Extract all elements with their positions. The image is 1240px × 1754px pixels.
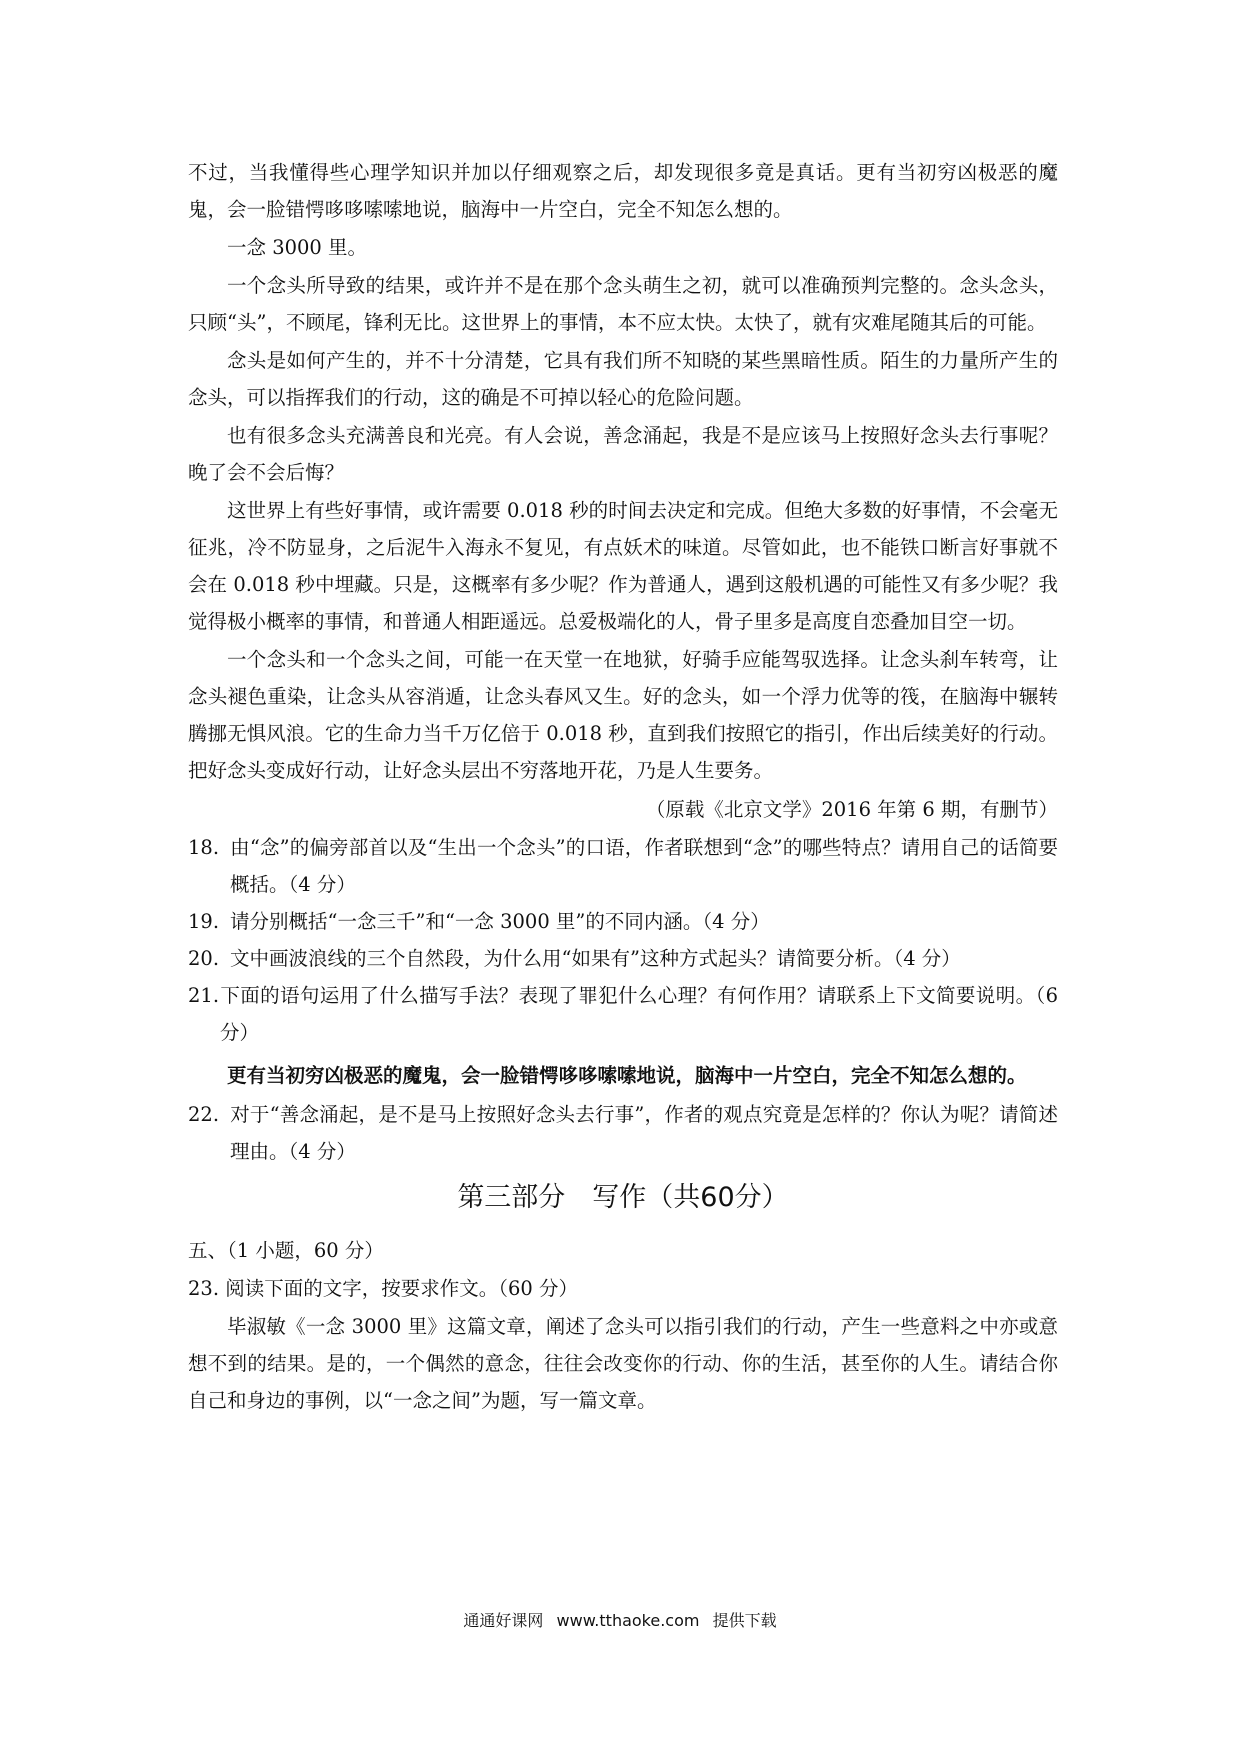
page-content <box>188 154 1058 1420</box>
paragraph-3: 一个念头所导致的结果，或许并不是在那个念头萌生之初，就可以准确预判完整的。念头念头，只顾“头”，不顾尾，锋利无比。这世界上的事情，本不应太快。太快了，就有灾难尾随其后的可能。 <box>188 274 1058 334</box>
question-number: 22. <box>188 1103 220 1126</box>
paragraph-7: 一个念头和一个念头之间，可能一在天堂一在地狱，好骑手应能驾驭选择。让念头刹车转弯，让念头褪色重染，让念头从容消遁，让念头春风又生。好的念头，如一个浮力优等的筏，在脑海中辗转腾挪无惧风浪。它的生命力当千万亿倍于 0.018 秒，直到我们按照它的指引，作出后续美好的行动。把好念头变成好行动，让好念头层出不穷落地开花，乃是人生要务。 <box>188 648 1058 782</box>
paragraph-2: 一念 3000 里。 <box>227 236 368 259</box>
paragraph-1: 不过，当我懂得些心理学知识并加以仔细观察之后，却发现很多竟是真话。更有当初穷凶极恶的魔鬼，会一脸错愕哆哆嗦嗦地说，脑海中一片空白，完全不知怎么想的。 <box>188 161 1058 221</box>
question-text: 下面的语句运用了什么描写手法？表现了罪犯什么心理？有何作用？请联系上下文简要说明。（6 分） <box>220 984 1058 1044</box>
paragraph-5: 也有很多念头充满善良和光亮。有人会说，善念涌起，我是不是应该马上按照好念头去行事呢？晚了会不会后悔？ <box>188 424 1058 484</box>
part-heading: 五、（1 小题，60 分） <box>188 1239 384 1262</box>
question-text: 请分别概括“一念三千”和“一念 3000 里”的不同内涵。（4 分） <box>230 910 770 933</box>
paragraph-6: 这世界上有些好事情，或许需要 0.018 秒的时间去决定和完成。但绝大多数的好事情，不会毫无征兆，冷不防显身，之后泥牛入海永不复见，有点妖术的味道。尽管如此，也不能铁口断言好事就不会在 0.018 秒中埋藏。只是，这概率有多少呢？作为普通人，遇到这般机遇的可能性又有多少呢？我觉得极小概率的事情，和普通人相距遥远。总爱极端化的人，骨子里多是高度自恋叠加目空一切。 <box>188 499 1058 633</box>
question-22 <box>188 1096 1058 1170</box>
question-text: 文中画波浪线的三个自然段，为什么用“如果有”这种方式起头？请简要分析。（4 分） <box>230 947 961 970</box>
footer-note: 提供下载 <box>712 1611 777 1630</box>
section-title: 第三部分 写作（共60分） <box>457 1182 789 1213</box>
question-19 <box>188 903 1058 940</box>
footer-url[interactable]: www.tthaoke.com <box>556 1611 700 1630</box>
question-number: 20. <box>188 947 220 970</box>
footer-brand: 通通好课网 <box>463 1611 544 1630</box>
question-number: 19. <box>188 910 220 933</box>
source-citation: （原载《北京文学》2016 年第 6 期，有删节） <box>645 798 1058 821</box>
question-21-quote: 更有当初穷凶极恶的魔鬼，会一脸错愕哆哆嗦嗦地说，脑海中一片空白，完全不知怎么想的。 <box>227 1064 1027 1087</box>
question-number: 21. <box>188 984 220 1007</box>
question-18 <box>188 829 1058 903</box>
page-footer <box>0 1608 1240 1631</box>
question-21 <box>188 977 1058 1051</box>
question-number: 18. <box>188 836 220 859</box>
question-23: 23. 阅读下面的文字，按要求作文。（60 分） <box>188 1277 578 1300</box>
paragraph-4: 念头是如何产生的，并不十分清楚，它具有我们所不知晓的某些黑暗性质。陌生的力量所产生的念头，可以指挥我们的行动，这的确是不可掉以轻心的危险问题。 <box>188 349 1058 409</box>
question-20 <box>188 940 1058 977</box>
question-text: 对于“善念涌起，是不是马上按照好念头去行事”，作者的观点究竟是怎样的？你认为呢？请简述理由。（4 分） <box>230 1103 1058 1163</box>
question-23-body: 毕淑敏《一念 3000 里》这篇文章，阐述了念头可以指引我们的行动，产生一些意料之中亦或意想不到的结果。是的，一个偶然的意念，往往会改变你的行动、你的生活，甚至你的人生。请结合你自己和身边的事例，以“一念之间”为题，写一篇文章。 <box>188 1315 1058 1412</box>
question-text: 由“念”的偏旁部首以及“生出一个念头”的口语，作者联想到“念”的哪些特点？请用自己的话简要概括。（4 分） <box>230 836 1058 896</box>
